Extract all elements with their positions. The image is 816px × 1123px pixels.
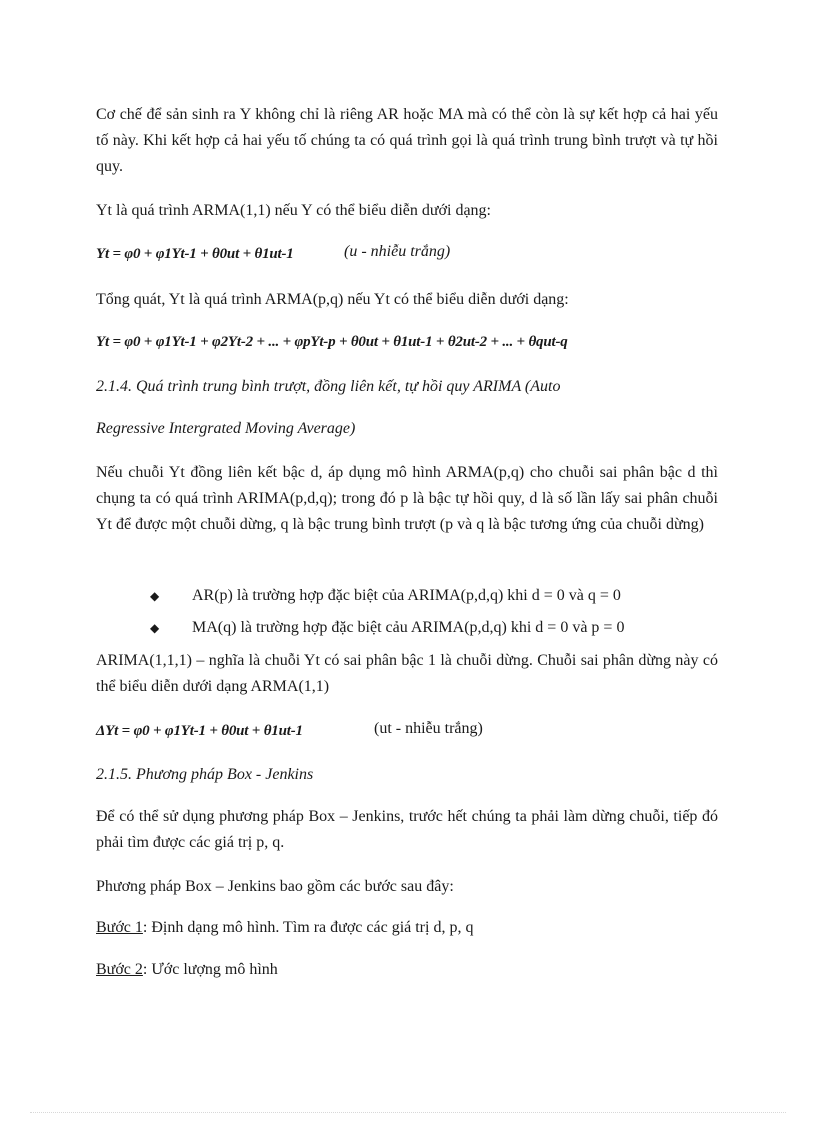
formula-arima111: ΔYt = φ0 + φ1Yt-1 + θ0ut + θ1ut-1 <box>96 723 303 739</box>
heading-2-1-4-line1: 2.1.4. Quá trình trung bình trượt, đồng liên kết, tự hồi quy ARIMA (Auto <box>96 378 561 395</box>
page-bottom-divider <box>30 1112 786 1113</box>
formula-arima111-note: (ut - nhiễu trắng) <box>374 720 483 737</box>
paragraph-arima-def: Nếu chuỗi Yt đồng liên kết bậc d, áp dụng mô hình ARMA(p,q) cho chuỗi sai phân bậc d thì chụng ta có quá trình ARIMA(p,d,q); trong đó p là bậc tự hồi quy, d là số lần lấy sai phân chuỗi Yt để được một chuỗi dừng, q là bậc trung bình trượt (p và q là bậc tương ứng của chuỗi dừng) <box>96 464 718 533</box>
paragraph-armapq-def: Tổng quát, Yt là quá trình ARMA(p,q) nếu Yt có thể biểu diễn dưới dạng: <box>96 291 569 308</box>
step-2 <box>96 959 278 981</box>
diamond-bullet-icon: ◆ <box>150 621 160 635</box>
paragraph-arima111: ARIMA(1,1,1) – nghĩa là chuỗi Yt có sai phân bậc 1 là chuỗi dừng. Chuỗi sai phân dừng này có thể biểu diễn dưới dạng ARMA(1,1) <box>96 652 718 695</box>
paragraph-arma-intro: Cơ chế để sản sinh ra Y không chỉ là riêng AR hoặc MA mà có thể còn là sự kết hợp cả hai yếu tố này. Khi kết hợp cả hai yếu tố chúng ta có quá trình gọi là quá trình trung bình trượt và tự hồi quy. <box>96 106 718 175</box>
heading-2-1-4-line2: Regressive Intergrated Moving Average) <box>96 420 356 437</box>
step-2-label: Bước 2 <box>96 961 143 978</box>
paragraph-box-jenkins-intro: Để có thể sử dụng phương pháp Box – Jenkins, trước hết chúng ta phải làm dừng chuỗi, tiếp đó phải tìm được các giá trị p, q. <box>96 808 718 851</box>
step-2-text: : Ước lượng mô hình <box>142 961 278 978</box>
formula-armapq: Yt = φ0 + φ1Yt-1 + φ2Yt-2 + ... + φpYt-p + θ0ut + θ1ut-1 + θ2ut-2 + ... + θqut-q <box>96 334 568 350</box>
bullet-item-ma-text: MA(q) là trường hợp đặc biệt cảu ARIMA(p,d,q) khi d = 0 và p = 0 <box>192 619 625 636</box>
paragraph-box-jenkins-steps: Phương pháp Box – Jenkins bao gồm các bước sau đây: <box>96 878 454 895</box>
bullet-item-ar-text: AR(p) là trường hợp đặc biệt của ARIMA(p,d,q) khi d = 0 và q = 0 <box>192 587 621 604</box>
formula-arma11-note: (u - nhiễu trắng) <box>344 243 451 260</box>
step-1-label: Bước 1 <box>96 919 143 936</box>
step-1 <box>96 917 473 939</box>
step-1-text: : Định dạng mô hình. Tìm ra được các giá trị d, p, q <box>142 919 474 936</box>
paragraph-arma11-def: Yt là quá trình ARMA(1,1) nếu Y có thể biểu diễn dưới dạng: <box>96 202 491 219</box>
heading-2-1-5: 2.1.5. Phương pháp Box - Jenkins <box>96 766 314 783</box>
diamond-bullet-icon: ◆ <box>150 589 160 603</box>
formula-arma11: Yt = φ0 + φ1Yt-1 + θ0ut + θ1ut-1 <box>96 246 294 262</box>
